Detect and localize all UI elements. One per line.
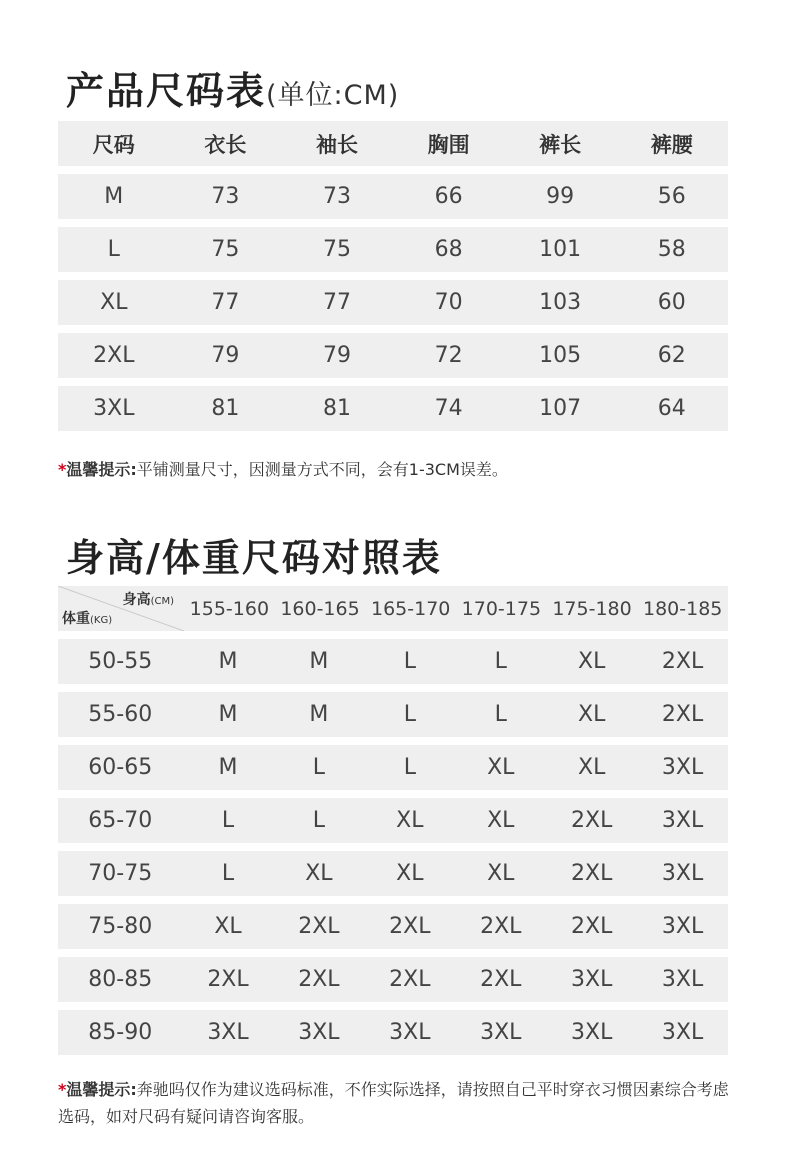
table-cell: 62 xyxy=(657,343,686,368)
table-cell: 75 xyxy=(211,237,240,262)
size-cell: 3XL xyxy=(389,1020,431,1045)
size-cell: 2XL xyxy=(571,861,613,886)
header-cell: 尺码 xyxy=(92,132,135,157)
table-row xyxy=(58,957,728,1002)
size-cell: 3XL xyxy=(571,1020,613,1045)
weight-cell: 80-85 xyxy=(88,967,153,992)
note-star: * xyxy=(58,460,67,479)
note-lead: 温馨提示: xyxy=(66,1080,137,1099)
table-cell: 77 xyxy=(322,290,351,315)
height-header-cell: 165-170 xyxy=(370,597,451,620)
size-cell: 3XL xyxy=(661,967,704,992)
size-cell: 2XL xyxy=(661,649,704,674)
table-cell: 56 xyxy=(657,184,686,209)
table-row xyxy=(58,851,728,896)
table-cell: 81 xyxy=(211,396,240,421)
table-cell: 101 xyxy=(539,237,582,262)
size-cell: XL xyxy=(487,755,515,780)
height-header-cell: 180-185 xyxy=(643,597,723,620)
table-cell: 103 xyxy=(539,290,582,315)
table-row xyxy=(58,1010,728,1055)
size-cell: XL xyxy=(396,861,424,886)
size-cell: XL xyxy=(396,808,424,833)
size-cell: 3XL xyxy=(661,755,704,780)
size-cell: M xyxy=(309,702,329,727)
table-cell: 68 xyxy=(434,237,463,262)
table-cell: 3XL xyxy=(93,396,135,421)
table-cell: 74 xyxy=(434,396,463,421)
note-text: 奔驰吗仅作为建议选码标准，不作实际选择，请按照自己平时穿衣习惯因素综合考虑选码，如对尺码有疑问请咨询客服。 xyxy=(58,1080,729,1126)
size-cell: L xyxy=(403,649,416,674)
table-row xyxy=(58,386,728,431)
weight-cell: 75-80 xyxy=(88,914,153,939)
table-cell: 77 xyxy=(211,290,240,315)
size-cell: XL xyxy=(214,914,242,939)
table-cell: 64 xyxy=(657,396,686,421)
size-cell: 3XL xyxy=(661,914,704,939)
size-cell: 2XL xyxy=(298,914,340,939)
fit-table-title: 身高/体重尺码对照表 xyxy=(66,536,442,580)
note-text: 平铺测量尺寸，因测量方式不同，会有1-3CM误差。 xyxy=(136,460,508,479)
table-cell: 105 xyxy=(539,343,582,368)
size-cell: 2XL xyxy=(661,702,704,727)
table-cell: 58 xyxy=(657,237,686,262)
size-cell: XL xyxy=(487,861,515,886)
size-cell: L xyxy=(312,808,326,833)
size-table-header-row xyxy=(58,121,728,166)
table-row xyxy=(58,745,728,790)
size-cell: 2XL xyxy=(571,808,613,833)
size-cell: 2XL xyxy=(389,914,431,939)
table-row xyxy=(58,639,728,684)
height-label xyxy=(123,589,174,609)
table-cell: 73 xyxy=(211,184,240,209)
height-header-cell: 155-160 xyxy=(189,597,270,620)
table-cell: 79 xyxy=(322,343,351,368)
size-table-title-text: 产品尺码表 xyxy=(66,69,267,113)
table-cell: 81 xyxy=(322,396,351,421)
header-cell: 裤腰 xyxy=(650,132,693,157)
table-row xyxy=(58,174,728,219)
weight-cell: 85-90 xyxy=(88,1020,153,1045)
size-cell: 3XL xyxy=(207,1020,249,1045)
header-cell: 胸围 xyxy=(427,132,470,157)
table-cell: 75 xyxy=(322,237,351,262)
weight-cell: 65-70 xyxy=(88,808,153,833)
table-cell: 70 xyxy=(434,290,463,315)
note-star: * xyxy=(58,1080,67,1099)
size-cell: XL xyxy=(487,808,515,833)
table-cell: XL xyxy=(100,290,128,315)
height-header-cell: 170-175 xyxy=(461,597,542,620)
table-cell: L xyxy=(107,237,120,262)
weight-cell: 55-60 xyxy=(88,702,153,727)
size-cell: M xyxy=(218,755,238,780)
weight-label-text: 体重 xyxy=(62,611,90,627)
size-cell: L xyxy=(221,861,235,886)
weight-unit: (KG) xyxy=(90,615,113,626)
size-cell: M xyxy=(309,649,329,674)
weight-cell: 70-75 xyxy=(88,861,153,886)
header-cell: 衣长 xyxy=(204,132,247,157)
size-cell: 3XL xyxy=(298,1020,340,1045)
size-cell: L xyxy=(403,755,416,780)
size-table-title xyxy=(66,60,399,115)
weight-cell: 50-55 xyxy=(88,649,153,674)
size-cell: 3XL xyxy=(571,967,613,992)
size-cell: 3XL xyxy=(661,1020,704,1045)
size-table xyxy=(58,121,728,433)
size-table-note xyxy=(58,456,508,483)
height-unit: (CM) xyxy=(150,596,174,607)
table-row xyxy=(58,798,728,843)
size-cell: 2XL xyxy=(480,914,522,939)
header-cell: 裤长 xyxy=(539,132,582,157)
table-cell: 99 xyxy=(546,184,575,209)
size-table-unit: (单位:CM) xyxy=(266,80,400,111)
size-cell: 3XL xyxy=(661,861,704,886)
table-row xyxy=(58,227,728,272)
size-cell: L xyxy=(221,808,235,833)
table-cell: 2XL xyxy=(93,343,135,368)
fit-table-note xyxy=(58,1076,738,1130)
height-label-text: 身高 xyxy=(122,592,151,608)
fit-table xyxy=(58,586,728,1056)
corner-cell xyxy=(58,586,184,631)
note-lead: 温馨提示: xyxy=(66,460,137,479)
size-cell: 2XL xyxy=(207,967,249,992)
table-cell: 60 xyxy=(657,290,686,315)
table-cell: 79 xyxy=(211,343,240,368)
size-cell: XL xyxy=(578,755,606,780)
table-row xyxy=(58,333,728,378)
table-cell: 72 xyxy=(434,343,463,368)
weight-label xyxy=(62,608,112,628)
size-cell: 3XL xyxy=(480,1020,522,1045)
size-cell: L xyxy=(403,702,416,727)
size-cell: 2XL xyxy=(571,914,613,939)
height-header-cell: 175-180 xyxy=(552,597,632,620)
size-cell: XL xyxy=(578,649,606,674)
table-row xyxy=(58,904,728,949)
size-cell: M xyxy=(218,649,238,674)
header-cell: 袖长 xyxy=(315,132,358,157)
fit-table-header-row xyxy=(58,586,728,631)
table-cell: 66 xyxy=(434,184,463,209)
size-cell: 3XL xyxy=(661,808,704,833)
table-row xyxy=(58,692,728,737)
size-cell: XL xyxy=(305,861,333,886)
weight-cell: 60-65 xyxy=(88,755,153,780)
size-cell: 2XL xyxy=(480,967,522,992)
size-cell: L xyxy=(312,755,326,780)
size-cell: L xyxy=(494,649,507,674)
size-cell: 2XL xyxy=(298,967,340,992)
table-cell: M xyxy=(104,184,124,209)
size-cell: 2XL xyxy=(389,967,431,992)
table-cell: 107 xyxy=(539,396,582,421)
size-cell: L xyxy=(494,702,507,727)
size-cell: M xyxy=(218,702,238,727)
table-row xyxy=(58,280,728,325)
height-header-cell: 160-165 xyxy=(280,597,360,620)
size-cell: XL xyxy=(578,702,606,727)
table-cell: 73 xyxy=(322,184,351,209)
